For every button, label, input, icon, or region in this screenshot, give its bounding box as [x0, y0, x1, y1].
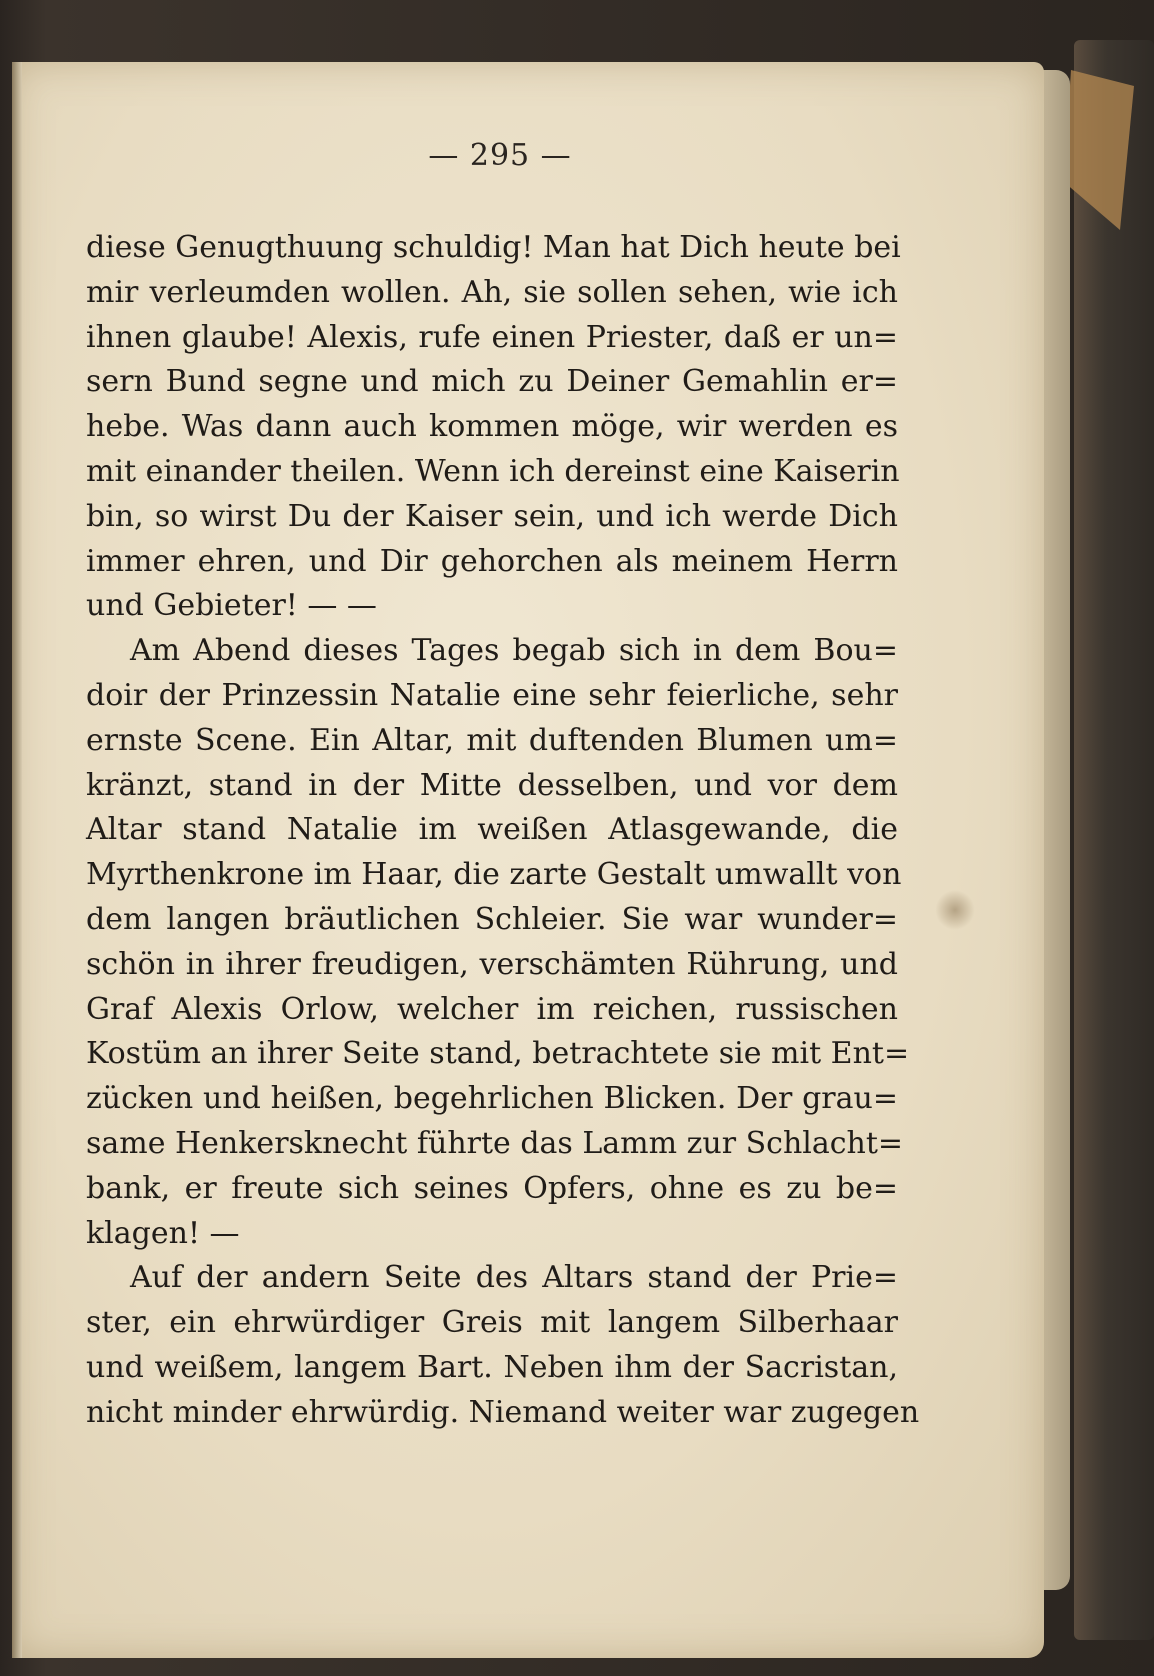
text-line: diese Genugthuung schuldig! Man hat Dich heute bei — [86, 230, 901, 265]
text-line: ihnen glaube! Alexis, rufe einen Priester, daß er un= — [86, 319, 898, 355]
body-text — [86, 226, 920, 1436]
page-gutter — [12, 62, 22, 1658]
text-line: hebe. Was dann auch kommen möge, wir werden es — [86, 409, 898, 445]
text-line: klagen! — — [86, 1215, 240, 1251]
text-line: sern Bund segne und mich zu Deiner Gemahlin er= — [86, 364, 898, 400]
text-line: dem langen bräutlichen Schleier. Sie war wunder= — [86, 901, 898, 937]
text-line: ster, ein ehrwürdiger Greis mit langem Silberhaar — [86, 1305, 898, 1341]
text-line: ernste Scene. Ein Altar, mit duftenden Blumen um= — [86, 722, 898, 758]
text-line: Altar stand Natalie im weißen Atlasgewande, die — [86, 812, 898, 848]
text-line: Kostüm an ihrer Seite stand, betrachtete sie mit Ent= — [86, 1036, 910, 1072]
text-line: schön in ihrer freudigen, verschämten Rührung, und — [86, 946, 898, 982]
book-cover-edge — [1074, 40, 1154, 1640]
text-line: kränzt, stand in der Mitte desselben, und vor dem — [86, 767, 898, 803]
text-line: mir verleumden wollen. Ah, sie sollen sehen, wie ich — [86, 274, 898, 310]
text-line: Graf Alexis Orlow, welcher im reichen, russischen — [86, 991, 898, 1027]
text-line: zücken und heißen, begehrlichen Blicken. Der grau= — [86, 1081, 898, 1117]
paper-stain — [935, 890, 975, 930]
text-line: nicht minder ehrwürdig. Niemand weiter war zugegen — [86, 1394, 920, 1430]
text-line: Myrthenkrone im Haar, die zarte Gestalt umwallt von — [86, 857, 902, 893]
text-line: same Henkersknecht führte das Lamm zur Schlacht= — [86, 1125, 904, 1161]
text-line: und weißem, langem Bart. Neben ihm der Sacristan, — [86, 1349, 898, 1385]
text-line: Auf der andern Seite des Altars stand der Prie= — [130, 1260, 898, 1296]
text-line: mit einander theilen. Wenn ich dereinst eine Kaiserin — [86, 453, 900, 489]
text-line: und Gebieter! — — — [86, 588, 377, 624]
text-line: bin, so wirst Du der Kaiser sein, und ich werde Dich — [86, 498, 898, 534]
text-line: immer ehren, und Dir gehorchen als meinem Herrn — [86, 543, 898, 579]
text-line: doir der Prinzessin Natalie eine sehr feierliche, sehr — [86, 677, 898, 713]
text-line: Am Abend dieses Tages begab sich in dem Bou= — [130, 633, 898, 669]
page-number: — 295 — — [428, 138, 572, 173]
text-line: bank, er freute sich seines Opfers, ohne es zu be= — [86, 1170, 898, 1206]
